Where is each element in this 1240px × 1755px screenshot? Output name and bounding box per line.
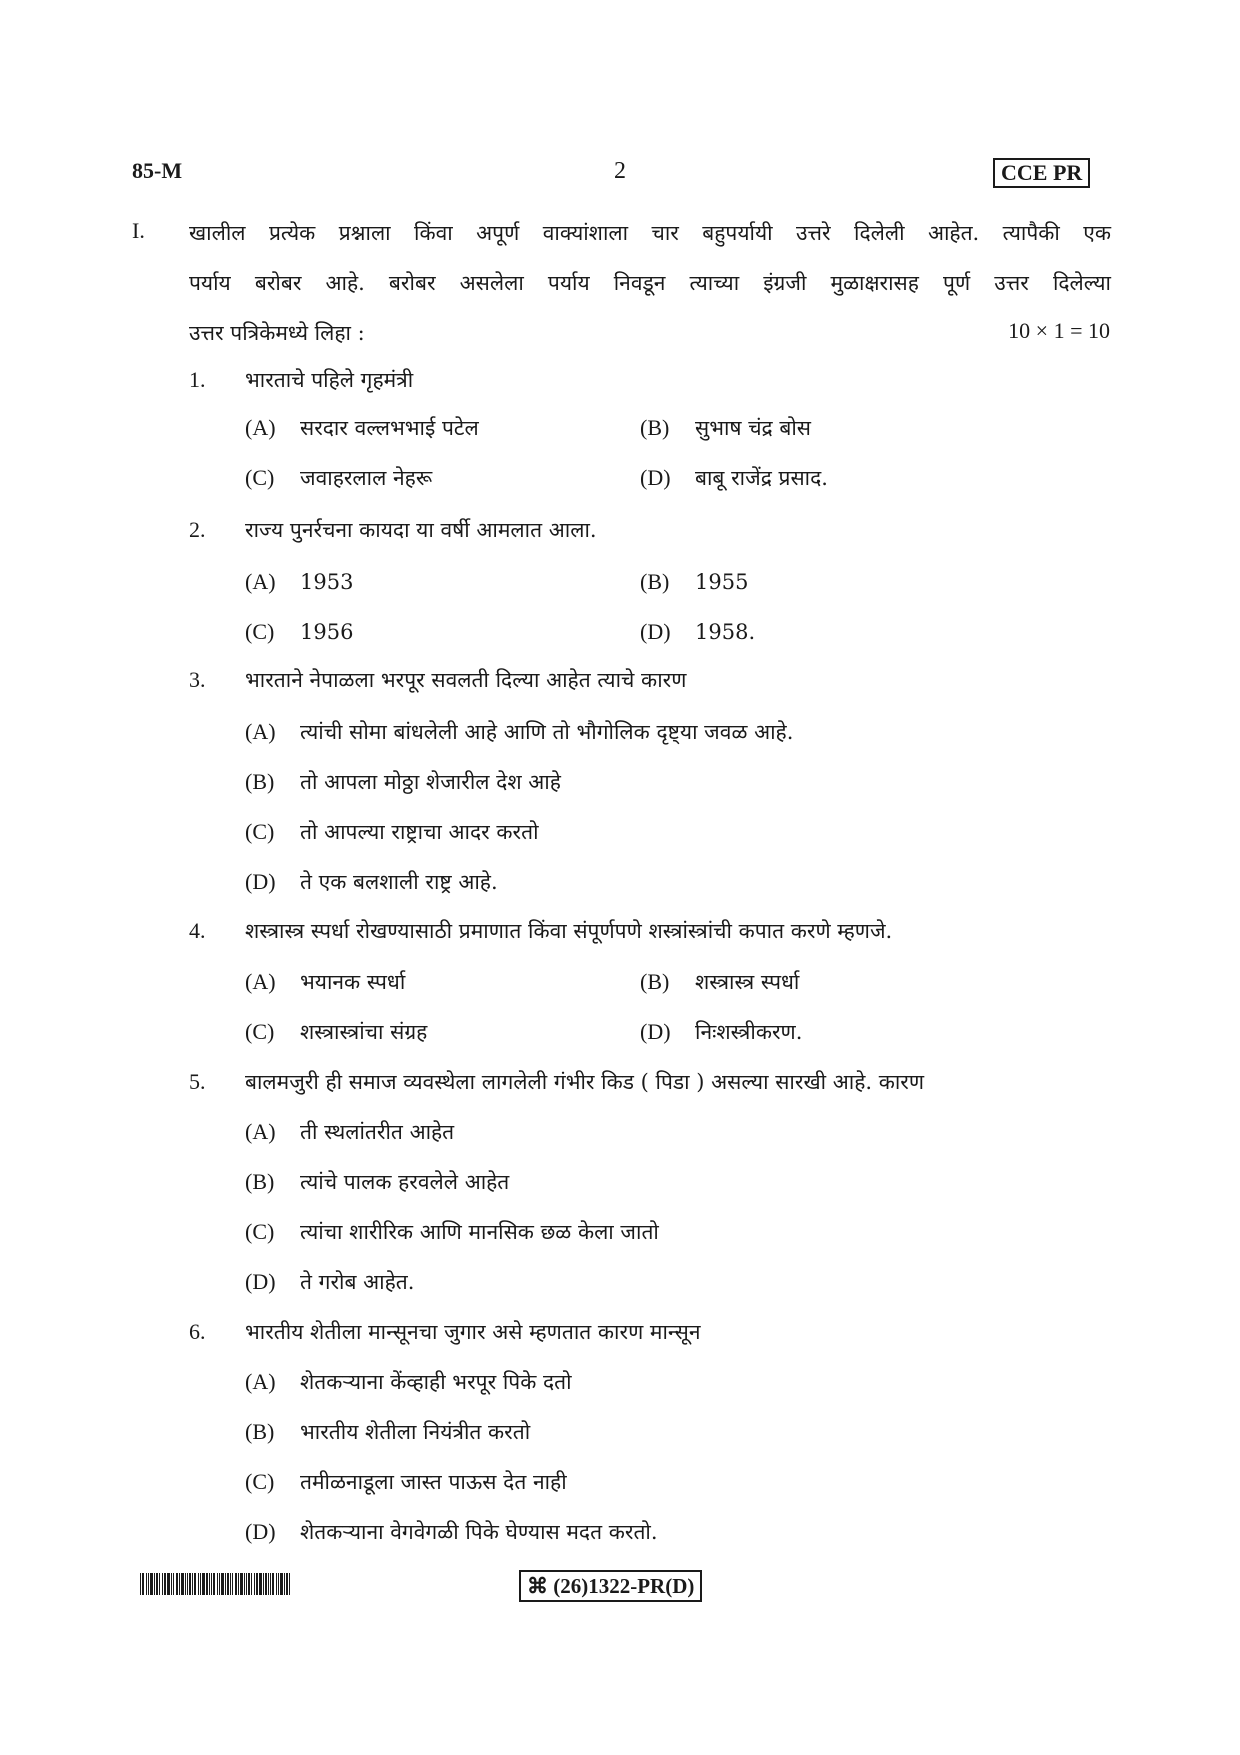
option [640,414,811,442]
question-number: 5. [189,1069,206,1094]
option-label: (B) [245,769,275,794]
question-number: 2. [189,517,206,542]
option [245,414,479,442]
page-number: 2 [614,158,626,184]
option-text: ते एक बलशाली राष्ट्र आहे. [300,870,498,894]
barcode-bar [268,1573,269,1595]
barcode-bar [150,1573,153,1595]
option [245,718,793,746]
option [245,1168,509,1196]
barcode-bar [265,1573,267,1595]
barcode-bar [200,1573,201,1595]
question-text: भारतीय शेतीला मान्सूनचा जुगार असे म्हणतात कारण मान्सून [245,1320,701,1344]
option-text: शस्त्रास्त्रांचा संग्रह [300,1020,428,1044]
option-label: (C) [245,1219,275,1244]
option-text: 1953 [300,570,354,594]
barcode-bar [280,1573,283,1595]
barcode-bar [209,1573,210,1595]
barcode-bar [238,1573,239,1595]
option-label: (B) [640,415,670,440]
option-label: (A) [245,569,276,594]
option-text: तमीळनाडूला जास्त पाऊस देत नाही [300,1470,567,1494]
barcode-bar [286,1573,288,1595]
barcode-bar [284,1573,285,1595]
option-text: 1955 [695,570,749,594]
option-label: (A) [245,719,276,744]
barcode-bar [194,1573,196,1595]
option [245,1468,567,1496]
barcode-bar [192,1573,193,1595]
barcode-bar [221,1573,224,1595]
option-label: (B) [245,1169,275,1194]
barcode-bar [173,1573,174,1595]
marks-allocation: 10 × 1 = 10 [1008,318,1110,343]
barcode-bar [142,1573,144,1595]
option [245,1018,427,1046]
barcode-bar [272,1573,274,1595]
option-text: सुभाष चंद्र बोस [695,416,811,440]
option [245,868,498,896]
barcode-bar [235,1573,237,1595]
option-text: ती स्थलांतरीत आहेत [300,1120,455,1144]
barcode-bar [213,1573,215,1595]
option [245,968,405,996]
series-box: CCE PR [993,158,1090,188]
option-text: ते गरोब आहेत. [300,1270,415,1294]
barcode-bar [278,1573,279,1595]
barcode [140,1573,352,1595]
barcode-bar [246,1573,247,1595]
option-text: 1958. [695,620,756,644]
option [640,968,799,996]
barcode-bar [230,1573,231,1595]
option-text: जवाहरलाल नेहरू [300,466,433,490]
option-text: तो आपल्या राष्ट्राचा आदर करतो [300,820,539,844]
question-number: 1. [189,367,206,392]
option [245,619,353,645]
option-label: (D) [640,1019,671,1044]
option-label: (B) [640,969,670,994]
option-label: (C) [245,1469,275,1494]
option-label: (A) [245,969,276,994]
option-label: (D) [245,1519,276,1544]
option [245,1368,572,1396]
option-text: शेतकऱ्याना वेगवेगळी पिके घेण्यास मदत करतो. [300,1520,658,1544]
option [640,464,828,492]
barcode-bar [176,1573,178,1595]
option-label: (A) [245,415,276,440]
option [640,569,748,595]
option [245,1418,530,1446]
barcode-bar [167,1573,170,1595]
option-label: (D) [245,869,276,894]
option-label: (A) [245,1369,276,1394]
footer-paper-code: ⌘ (26)1322-PR(D) [519,1570,702,1602]
barcode-bar [219,1573,220,1595]
question-text: भारताने नेपाळला भरपूर सवलती दिल्या आहेत त्याचे कारण [245,668,687,692]
option-text: भयानक स्पर्धा [300,970,406,994]
barcode-bar [227,1573,229,1595]
option-text: 1956 [300,620,354,644]
option-label: (D) [640,465,671,490]
option-text: बाबू राजेंद्र प्रसाद. [695,466,828,490]
barcode-bar [254,1573,255,1595]
option-text: शस्त्रास्त्र स्पर्धा [695,970,800,994]
barcode-bar [156,1573,158,1595]
barcode-bar [276,1573,277,1595]
paper-code: 85-M [132,158,183,183]
barcode-bar [171,1573,172,1595]
barcode-bar [289,1573,290,1595]
question-number: 6. [189,1319,206,1344]
barcode-bar [240,1573,243,1595]
barcode-bar [256,1573,258,1595]
question-number: 4. [189,918,206,943]
option [245,818,539,846]
barcode-bar [189,1573,191,1595]
option-text: त्यांचा शारीरिक आणि मानसिक छळ केला जातो [300,1220,659,1244]
barcode-bar [159,1573,160,1595]
barcode-bar [211,1573,212,1595]
option-label: (B) [640,569,670,594]
barcode-bar [225,1573,226,1595]
barcode-bar [232,1573,233,1595]
question-text: शस्त्रास्त्र स्पर्धा रोखण्यासाठी प्रमाणात किंवा संपूर्णपणे शस्त्रांस्त्रांची कपात करणे म्हणजे. [245,919,893,943]
option-label: (C) [245,619,275,644]
question-text: राज्य पुनर्रचना कायदा या वर्षी आमलात आला. [245,518,597,542]
barcode-bar [270,1573,271,1595]
barcode-bar [263,1573,264,1595]
option [245,1268,414,1296]
option-text: सरदार वल्लभभाई पटेल [300,416,479,440]
option [245,1118,454,1146]
option-label: (C) [245,1019,275,1044]
option-label: (C) [245,819,275,844]
barcode-bar [206,1573,208,1595]
option-text: शेतकऱ्याना केंव्हाही भरपूर पिके दतो [300,1370,572,1394]
option-text: तो आपला मोठ्ठा शेजारील देश आहे [300,770,561,794]
option [245,569,353,595]
barcode-bar [198,1573,199,1595]
barcode-bar [248,1573,250,1595]
barcode-bar [179,1573,180,1595]
option-label: (D) [245,1269,276,1294]
barcode-bar [251,1573,252,1595]
instruction-line: खालील प्रत्येक प्रश्नाला किंवा अपूर्ण वाक्यांशाला चार बहुपर्यायी उत्तरे दिलेली आहेत. त्यापैकी एक [189,221,1111,245]
option-label: (A) [245,1119,276,1144]
option-label: (C) [245,465,275,490]
barcode-bar [146,1573,147,1595]
option [245,464,432,492]
barcode-bar [259,1573,262,1595]
option-label: (D) [640,619,671,644]
barcode-bar [202,1573,205,1595]
option [245,1218,659,1246]
barcode-bar [162,1573,163,1595]
option-text: त्यांचे पालक हरवलेले आहेत [300,1170,510,1194]
barcode-bar [181,1573,184,1595]
barcode-bar [140,1573,141,1595]
option [245,1518,658,1546]
option-label: (B) [245,1419,275,1444]
option-text: निःशस्त्रीकरण. [695,1020,803,1044]
barcode-bar [164,1573,166,1595]
instruction-line: पर्याय बरोबर आहे. बरोबर असलेला पर्याय निवडून त्याच्या इंग्रजी मुळाक्षरासह पूर्ण उत्तर दिलेल्या [189,271,1111,295]
barcode-bar [244,1573,245,1595]
barcode-bar [187,1573,188,1595]
barcode-bar [185,1573,186,1595]
option-text: भारतीय शेतीला नियंत्रीत करतो [300,1420,531,1444]
section-number: I. [132,218,145,243]
option [640,619,755,645]
option [640,1018,802,1046]
option-text: त्यांची सोमा बांधलेली आहे आणि तो भौगोलिक दृष्ट्या जवळ आहे. [300,720,794,744]
option [245,768,561,796]
barcode-bar [217,1573,218,1595]
barcode-bar [154,1573,155,1595]
question-text: भारताचे पहिले गृहमंत्री [245,368,414,392]
question-number: 3. [189,667,206,692]
question-text: बालमजुरी ही समाज व्यवस्थेला लागलेली गंभीर किड ( पिडा ) असल्या सारखी आहे. कारण [245,1070,925,1094]
barcode-bar [148,1573,149,1595]
instruction-line: उत्तर पत्रिकेमध्ये लिहा : [189,321,365,345]
